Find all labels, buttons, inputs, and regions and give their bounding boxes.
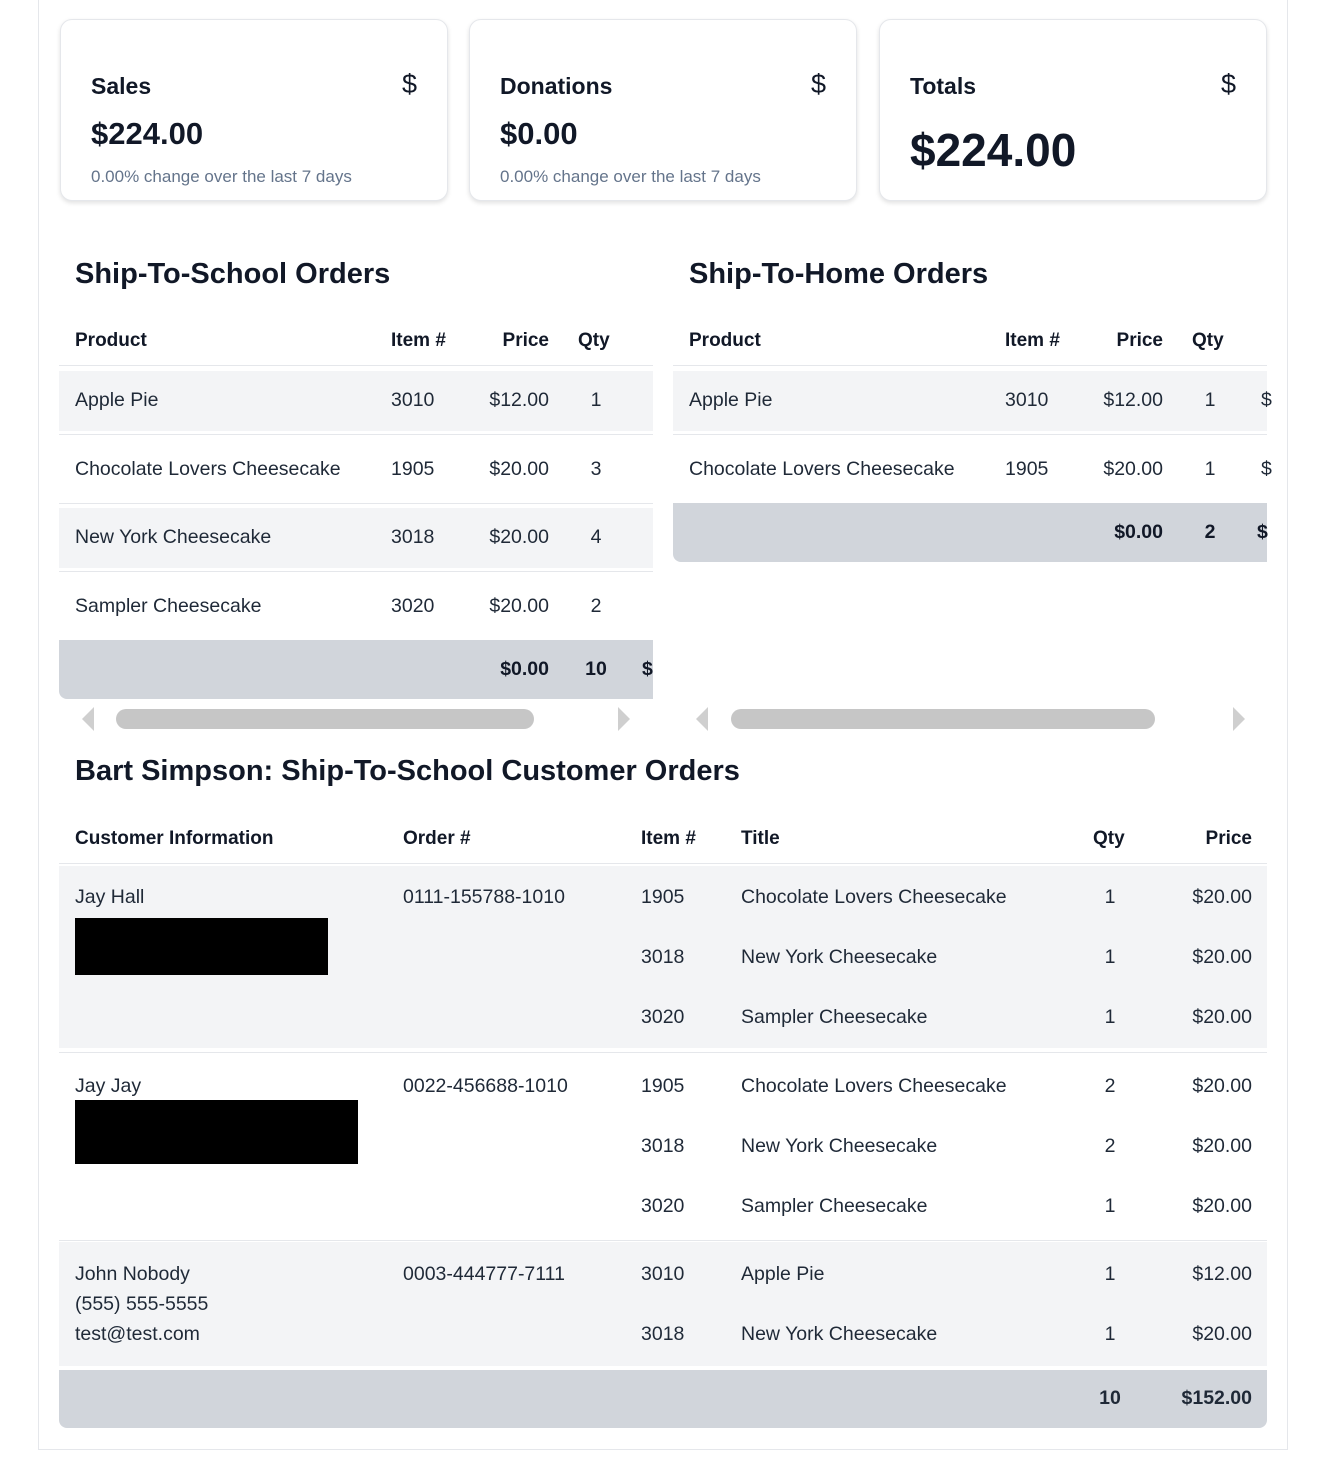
footer-clipped: $	[642, 658, 653, 680]
item-cell: 1905	[641, 1075, 685, 1097]
price-cell: $20.00	[489, 526, 549, 548]
qty-cell: 1	[1104, 1263, 1116, 1285]
item-cell: 1905	[1005, 458, 1049, 480]
item-cell: 3020	[641, 1195, 685, 1217]
divider	[59, 434, 653, 435]
home-orders-table	[673, 320, 1272, 565]
order-number: 0111-155788-1010	[403, 886, 565, 908]
qty-cell: 1	[1104, 886, 1116, 908]
divider	[673, 365, 1267, 366]
price-cell: $20.00	[489, 458, 549, 480]
item-cell: 3018	[391, 526, 435, 548]
item-cell: 3020	[391, 595, 435, 617]
qty-cell: 1	[1204, 458, 1216, 480]
item-cell: 3010	[391, 389, 435, 411]
divider	[59, 503, 653, 504]
col-qty: Qty	[1192, 330, 1224, 351]
item-cell: 3010	[641, 1263, 685, 1285]
donations-value: $0.00	[500, 116, 578, 151]
item-cell: 3018	[641, 1135, 685, 1157]
col-customer: Customer Information	[75, 828, 274, 849]
price-cell: $20.00	[1192, 886, 1252, 908]
divider	[59, 1052, 1267, 1053]
table-footer	[59, 1370, 1267, 1428]
divider	[59, 365, 653, 366]
price-cell: $20.00	[1103, 458, 1163, 480]
customer-name: John Nobody	[75, 1263, 190, 1285]
price-cell: $20.00	[1192, 1006, 1252, 1028]
price-cell: $20.00	[1192, 946, 1252, 968]
price-cell: $20.00	[489, 595, 549, 617]
dollar-icon: $	[401, 69, 417, 99]
item-cell: 3010	[1005, 389, 1049, 411]
sales-change: 0.00% change over the last 7 days	[91, 167, 352, 186]
col-item: Item #	[641, 828, 696, 849]
title-cell: Apple Pie	[741, 1263, 825, 1285]
footer-clipped: $	[1257, 521, 1268, 543]
home-orders-title: Ship-To-Home Orders	[689, 258, 989, 290]
item-cell: 3018	[641, 1323, 685, 1345]
title-cell: Sampler Cheesecake	[741, 1195, 928, 1217]
col-qty: Qty	[1093, 828, 1125, 849]
customer-row	[59, 1242, 1267, 1366]
col-qty: Qty	[578, 330, 610, 351]
totals-card	[879, 19, 1267, 201]
donations-change: 0.00% change over the last 7 days	[500, 167, 761, 186]
divider	[59, 1240, 1267, 1241]
table-footer	[673, 503, 1267, 562]
col-title: Title	[741, 828, 780, 849]
price-cell: $20.00	[1192, 1135, 1252, 1157]
table-footer	[59, 640, 653, 699]
footer-qty: 10	[585, 658, 607, 680]
col-item: Item #	[391, 330, 446, 351]
scroll-right-icon[interactable]	[618, 707, 630, 731]
order-number: 0003-444777-7111	[403, 1263, 565, 1285]
divider	[673, 434, 1267, 435]
price-cell: $20.00	[1192, 1323, 1252, 1345]
dollar-icon: $	[1220, 69, 1236, 99]
footer-qty: 2	[1204, 521, 1216, 543]
price-cell: $20.00	[1192, 1075, 1252, 1097]
donations-label: Donations	[500, 73, 613, 99]
customer-phone: (555) 555-5555	[75, 1293, 209, 1315]
col-product: Product	[689, 330, 761, 351]
footer-price: $152.00	[1181, 1387, 1252, 1409]
scroll-left-icon[interactable]	[82, 707, 94, 731]
title-cell: Chocolate Lovers Cheesecake	[741, 1075, 1007, 1097]
totals-value: $224.00	[910, 124, 1077, 176]
scroll-right-icon[interactable]	[1233, 707, 1245, 731]
clipped-cell: $	[1261, 389, 1272, 411]
divider	[59, 863, 1267, 864]
item-cell: 1905	[641, 886, 685, 908]
col-price: Price	[1116, 330, 1163, 351]
horizontal-scrollbar[interactable]	[116, 709, 534, 729]
item-cell: 3018	[641, 946, 685, 968]
col-product: Product	[75, 330, 147, 351]
order-number: 0022-456688-1010	[403, 1075, 568, 1097]
product-cell: Chocolate Lovers Cheesecake	[75, 458, 341, 480]
qty-cell: 1	[1104, 1323, 1116, 1345]
qty-cell: 1	[1104, 946, 1116, 968]
title-cell: New York Cheesecake	[741, 1323, 938, 1345]
col-item: Item #	[1005, 330, 1060, 351]
footer-price: $0.00	[500, 658, 549, 680]
item-cell: 1905	[391, 458, 435, 480]
title-cell: Sampler Cheesecake	[741, 1006, 928, 1028]
divider	[59, 571, 653, 572]
clipped-cell: $	[1261, 458, 1272, 480]
product-cell: Apple Pie	[689, 389, 773, 411]
totals-label: Totals	[910, 73, 977, 99]
qty-cell: 3	[590, 458, 602, 480]
sales-label: Sales	[91, 73, 152, 99]
qty-cell: 2	[590, 595, 602, 617]
footer-qty: 10	[1099, 1387, 1121, 1409]
customer-orders-table	[59, 818, 1267, 1430]
price-cell: $12.00	[1192, 1263, 1252, 1285]
horizontal-scrollbar[interactable]	[731, 709, 1155, 729]
product-cell: Chocolate Lovers Cheesecake	[689, 458, 955, 480]
redacted-block	[75, 1100, 358, 1164]
qty-cell: 2	[1104, 1075, 1116, 1097]
sales-value: $224.00	[91, 116, 204, 151]
qty-cell: 1	[1104, 1006, 1116, 1028]
customer-orders-title: Bart Simpson: Ship-To-School Customer Orders	[75, 755, 740, 787]
col-order: Order #	[403, 828, 471, 849]
title-cell: Chocolate Lovers Cheesecake	[741, 886, 1007, 908]
col-price: Price	[1205, 828, 1252, 849]
product-cell: Sampler Cheesecake	[75, 595, 262, 617]
redacted-block	[75, 918, 328, 975]
product-cell: Apple Pie	[75, 389, 159, 411]
donations-card	[469, 19, 857, 201]
school-orders-table	[59, 320, 653, 702]
customer-name: Jay Hall	[75, 886, 145, 908]
qty-cell: 4	[590, 526, 602, 548]
col-price: Price	[502, 330, 549, 351]
school-orders-title: Ship-To-School Orders	[75, 258, 391, 290]
sales-card	[60, 19, 448, 201]
product-cell: New York Cheesecake	[75, 526, 272, 548]
qty-cell: 1	[1204, 389, 1216, 411]
scroll-left-icon[interactable]	[696, 707, 708, 731]
customer-name: Jay Jay	[75, 1075, 142, 1097]
price-cell: $12.00	[1103, 389, 1163, 411]
dollar-icon: $	[810, 69, 826, 99]
qty-cell: 1	[590, 389, 602, 411]
title-cell: New York Cheesecake	[741, 946, 938, 968]
item-cell: 3020	[641, 1006, 685, 1028]
customer-email: test@test.com	[75, 1323, 200, 1345]
qty-cell: 2	[1104, 1135, 1116, 1157]
qty-cell: 1	[1104, 1195, 1116, 1217]
price-cell: $20.00	[1192, 1195, 1252, 1217]
footer-price: $0.00	[1114, 521, 1163, 543]
price-cell: $12.00	[489, 389, 549, 411]
title-cell: New York Cheesecake	[741, 1135, 938, 1157]
